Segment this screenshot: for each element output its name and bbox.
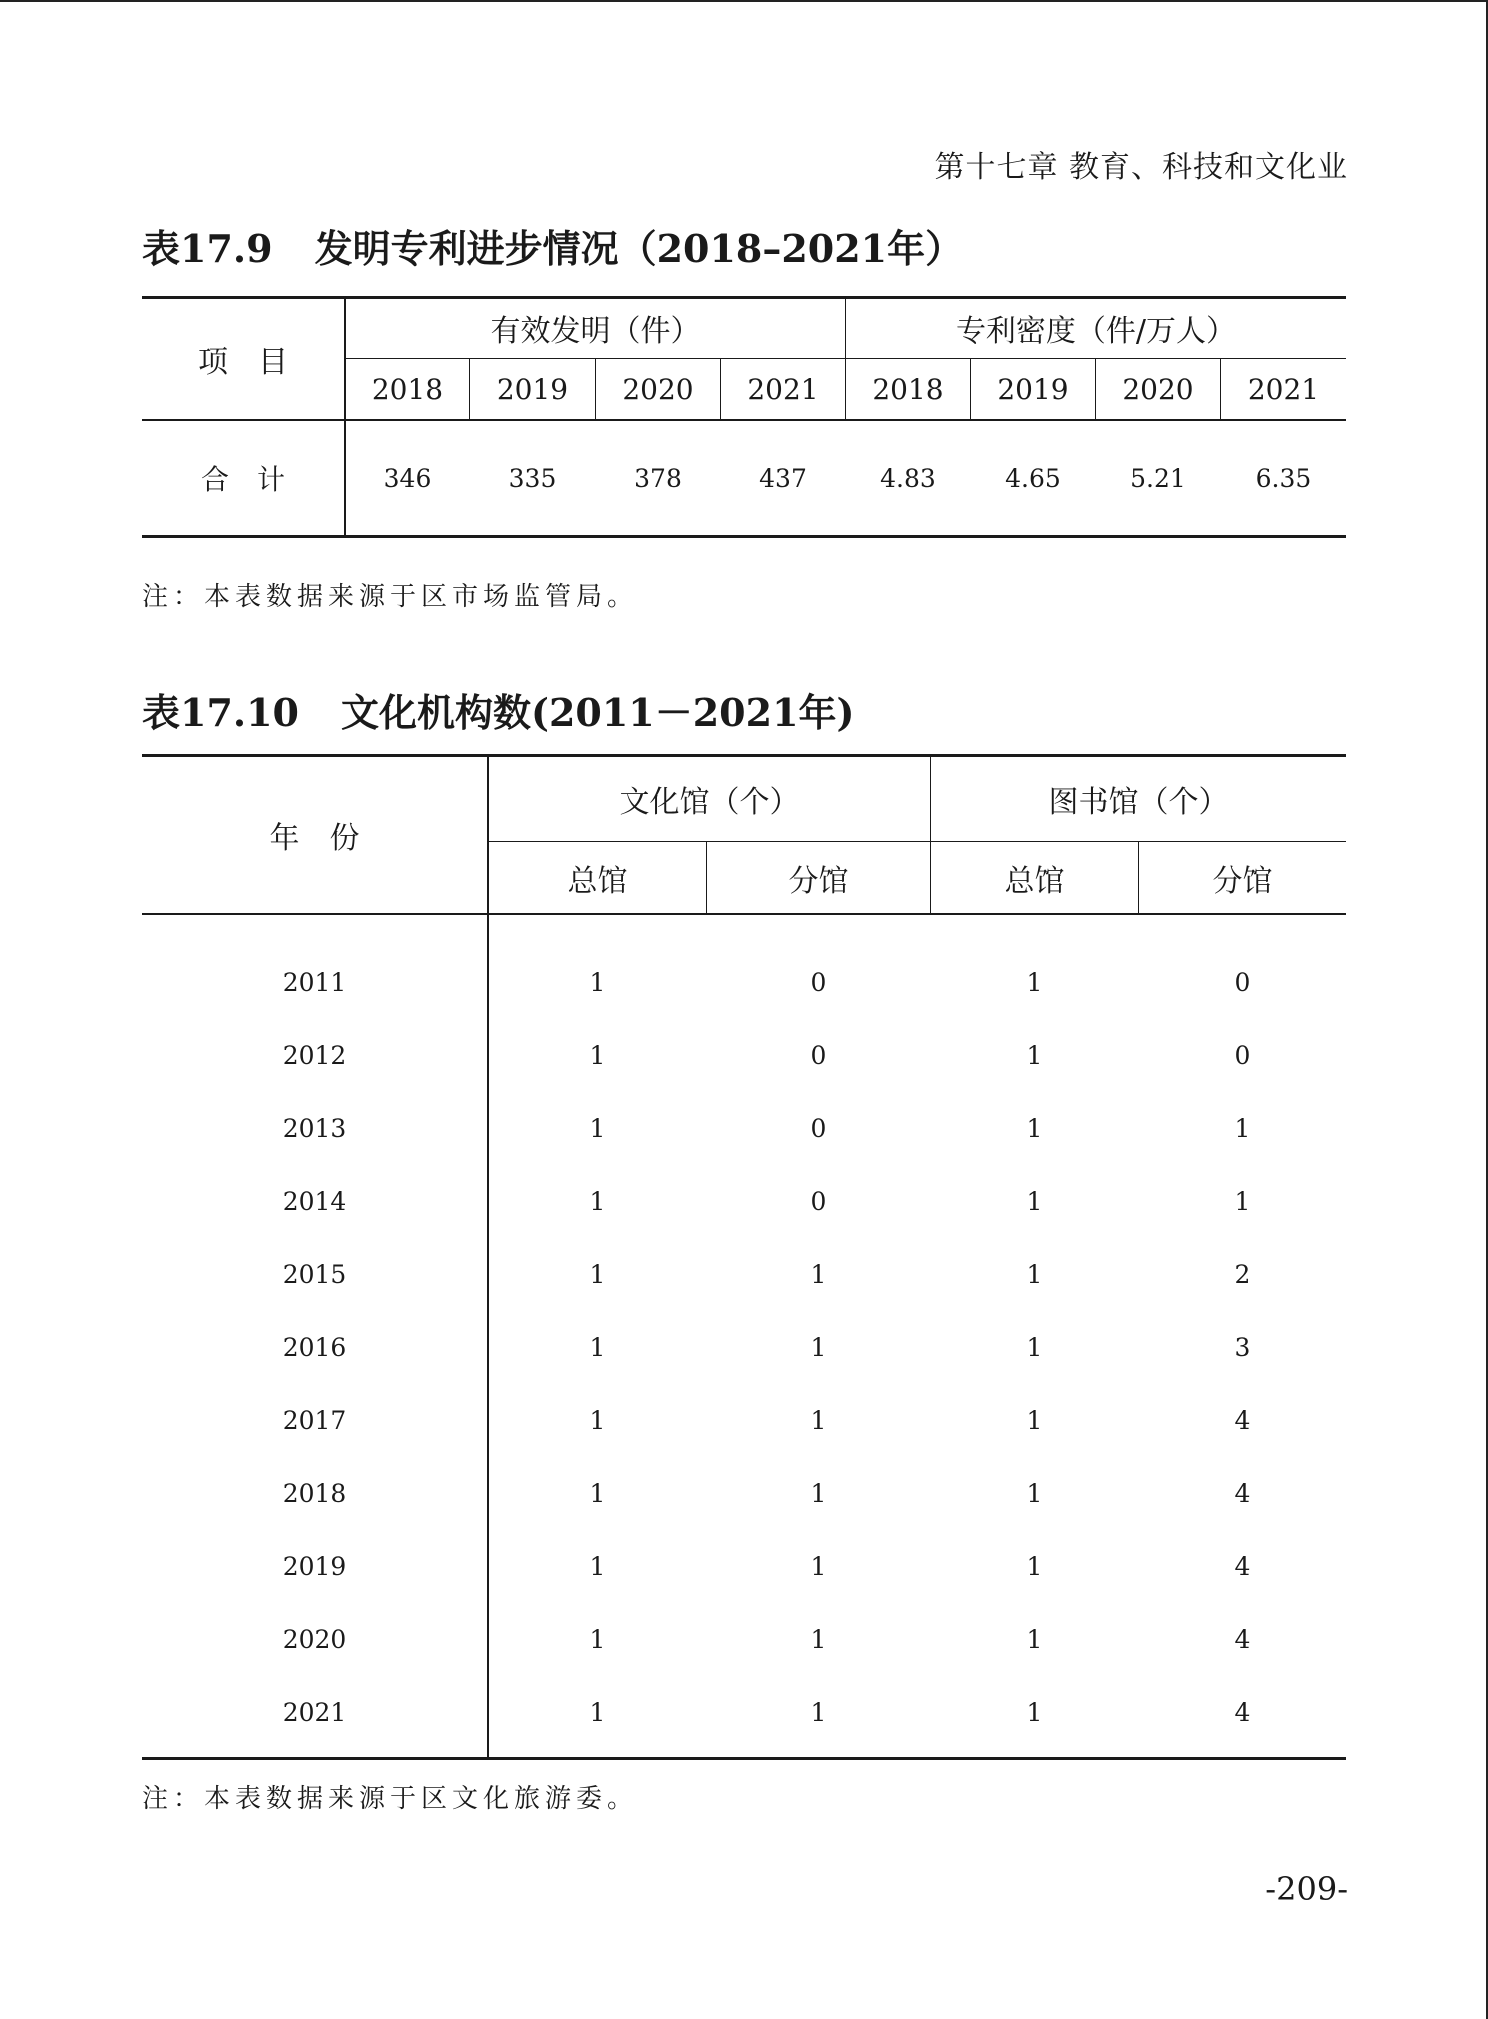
table2-cell: 0 (810, 1113, 827, 1143)
table2-cell: 1 (589, 967, 606, 997)
table1-year-header: 2021 (747, 372, 819, 406)
table2-cell: 0 (810, 1040, 827, 1070)
table2-cell: 4 (1234, 1697, 1251, 1727)
table2-cell: 1 (589, 1551, 606, 1581)
table2-cell: 1 (1026, 1186, 1043, 1216)
table2-cell: 1 (589, 1186, 606, 1216)
table2-year-cell: 2021 (282, 1697, 347, 1727)
table1-year-header: 2020 (622, 372, 694, 406)
table1-cell: 4.65 (1005, 463, 1061, 493)
running-head: 第十七章 教育、科技和文化业 (934, 150, 1348, 185)
table2-cell: 1 (589, 1405, 606, 1435)
table2-cell: 0 (810, 967, 827, 997)
table2-cell: 1 (810, 1405, 827, 1435)
table2-cell: 1 (1026, 1259, 1043, 1289)
table2-cell: 0 (810, 1186, 827, 1216)
table1-cell: 346 (383, 463, 432, 493)
table2-group-library: 图书馆（个） (1048, 785, 1229, 820)
table2-cell: 0 (1234, 1040, 1251, 1070)
page-number: -209- (1265, 1870, 1348, 1908)
table1-note: 注：本表数据来源于区市场监管局。 (142, 582, 639, 612)
table1-row-label: 合 计 (200, 463, 285, 496)
table2-cell: 1 (1026, 1332, 1043, 1362)
table2-cell: 1 (810, 1624, 827, 1654)
table1-year-header: 2019 (997, 372, 1069, 406)
table1-group-invention: 有效发明（件） (490, 314, 701, 349)
table2-cell: 1 (1026, 1551, 1043, 1581)
table2-cell: 1 (810, 1697, 827, 1727)
table2-cell: 1 (589, 1332, 606, 1362)
table1-year-header: 2018 (371, 372, 444, 406)
table2-title (142, 682, 854, 737)
table2-cell: 1 (810, 1478, 827, 1508)
table2-year-cell: 2015 (282, 1259, 347, 1289)
table2-cell: 1 (810, 1551, 827, 1581)
table2-cell: 1 (1026, 1624, 1043, 1654)
table2-cell: 1 (810, 1332, 827, 1362)
table1-number: 表17.9 (142, 226, 273, 271)
table2-cell: 4 (1234, 1624, 1251, 1654)
table2-year-cell: 2018 (282, 1478, 347, 1508)
table2-cell: 1 (589, 1697, 606, 1727)
table2-year-cell: 2016 (282, 1332, 347, 1362)
table2-cell: 1 (589, 1259, 606, 1289)
table2-year-cell: 2014 (282, 1186, 347, 1216)
table2-subheader: 分馆 (788, 863, 849, 899)
table2-subheader: 分馆 (1212, 863, 1273, 899)
table2-cell: 1 (589, 1478, 606, 1508)
table1-cell: 378 (634, 463, 682, 493)
table2-subheader: 总馆 (567, 863, 628, 899)
table2-cell: 3 (1234, 1332, 1251, 1362)
table2-cell: 1 (1026, 1697, 1043, 1727)
table2-year-cell: 2013 (282, 1113, 347, 1143)
table2-cell: 1 (1026, 967, 1043, 997)
table2-year-cell: 2019 (282, 1551, 347, 1581)
table2-row-header: 年 份 (269, 821, 360, 856)
table2-cell: 1 (1234, 1186, 1251, 1216)
page-border-top (0, 0, 1488, 2)
table2-cell: 4 (1234, 1405, 1251, 1435)
table2-number: 表17.10 (142, 690, 299, 735)
table1-group-density: 专利密度（件/万人） (955, 314, 1237, 349)
table2-cell: 1 (810, 1259, 827, 1289)
table2-year-cell: 2020 (282, 1624, 347, 1654)
table2-cell: 1 (1026, 1405, 1043, 1435)
table1-year-header: 2020 (1122, 372, 1194, 406)
table2-note: 注：本表数据来源于区文化旅游委。 (142, 1784, 639, 1814)
table2-cell: 4 (1234, 1551, 1251, 1581)
table1-cell: 6.35 (1255, 463, 1312, 493)
table1-title (142, 218, 963, 273)
table2-year-cell: 2012 (282, 1040, 347, 1070)
table2-year-cell: 2011 (282, 967, 347, 997)
table2-title-text: 文化机构数(2011－2021年) (341, 690, 855, 735)
table2-cell: 1 (1026, 1478, 1043, 1508)
table2-cell: 1 (589, 1040, 606, 1070)
table1-year-header: 2018 (872, 372, 944, 406)
table1-title-text: 发明专利进步情况（2018–2021年） (314, 226, 964, 271)
table1-year-header: 2019 (496, 372, 569, 406)
table2-cell: 1 (1026, 1040, 1043, 1070)
table1-cell: 437 (759, 463, 807, 493)
table2-cell: 0 (1234, 967, 1251, 997)
table2-cell: 1 (589, 1624, 606, 1654)
table1-cell: 5.21 (1130, 463, 1186, 493)
table2-group-cultural-center: 文化馆（个） (619, 785, 800, 820)
table1-cell: 335 (508, 463, 557, 493)
table2-cell: 2 (1234, 1259, 1251, 1289)
table1-year-header: 2021 (1247, 372, 1320, 406)
table1-cell: 4.83 (880, 463, 936, 493)
table2-cell: 1 (1234, 1113, 1251, 1143)
table2-cell: 4 (1234, 1478, 1251, 1508)
table1-row-header: 项 目 (198, 345, 288, 380)
table2-cell: 1 (1026, 1113, 1043, 1143)
table2-year-cell: 2017 (282, 1405, 347, 1435)
table2-cell: 1 (589, 1113, 606, 1143)
table2-subheader: 总馆 (1004, 863, 1065, 899)
